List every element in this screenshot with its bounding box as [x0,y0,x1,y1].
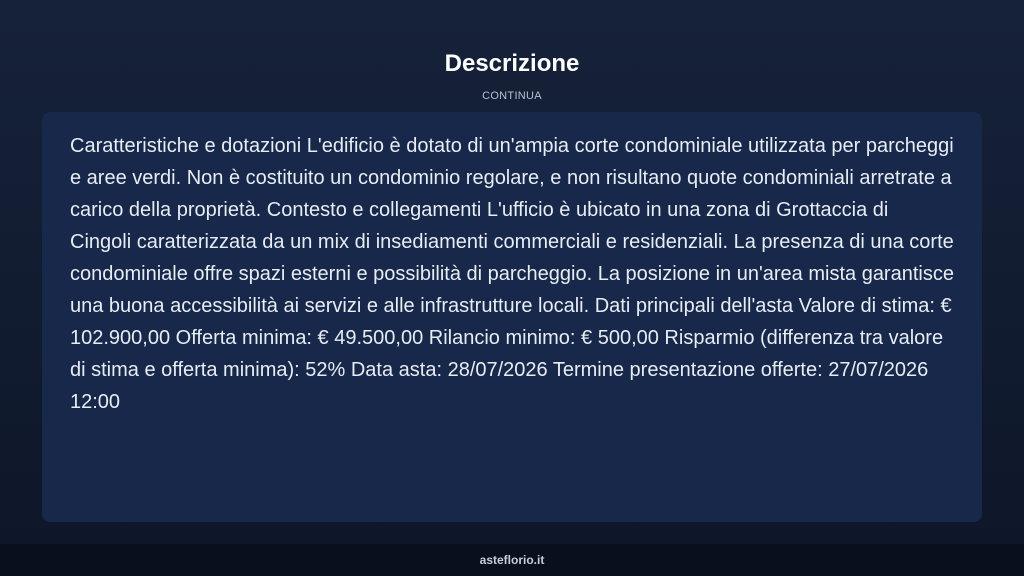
description-text: Caratteristiche e dotazioni L'edificio è dotato di un'ampia corte condominiale utilizzata per parcheggi e aree verdi. Non è costituito un condominio regolare, e non risultano quote condominiali arretrate a carico della proprietà. Contesto e collegamenti L'ufficio è ubicato in una zona di Grottaccia di Cingoli caratterizzata da un mix di insediamenti commerciali e residenziali. La presenza di una corte condominiale offre spazi esterni e possibilità di parcheggio. La posizione in un'area mista garantisce una buona accessibilità ai servizi e alle infrastrutture locali. Dati principali dell'asta Valore di stima: € 102.900,00 Offerta minima: € 49.500,00 Rilancio minimo: € 500,00 Risparmio (differenza tra valore di stima e offerta minima): 52% Data asta: 28/07/2026 Termine presentazione offerte: 27/07/2026 12:00 [70,135,954,413]
site-name: asteflorio.it [479,553,545,567]
description-card [42,112,982,522]
page-title: Descrizione [444,50,580,77]
continue-label: CONTINUA [482,90,542,102]
footer-bar [0,544,1024,576]
